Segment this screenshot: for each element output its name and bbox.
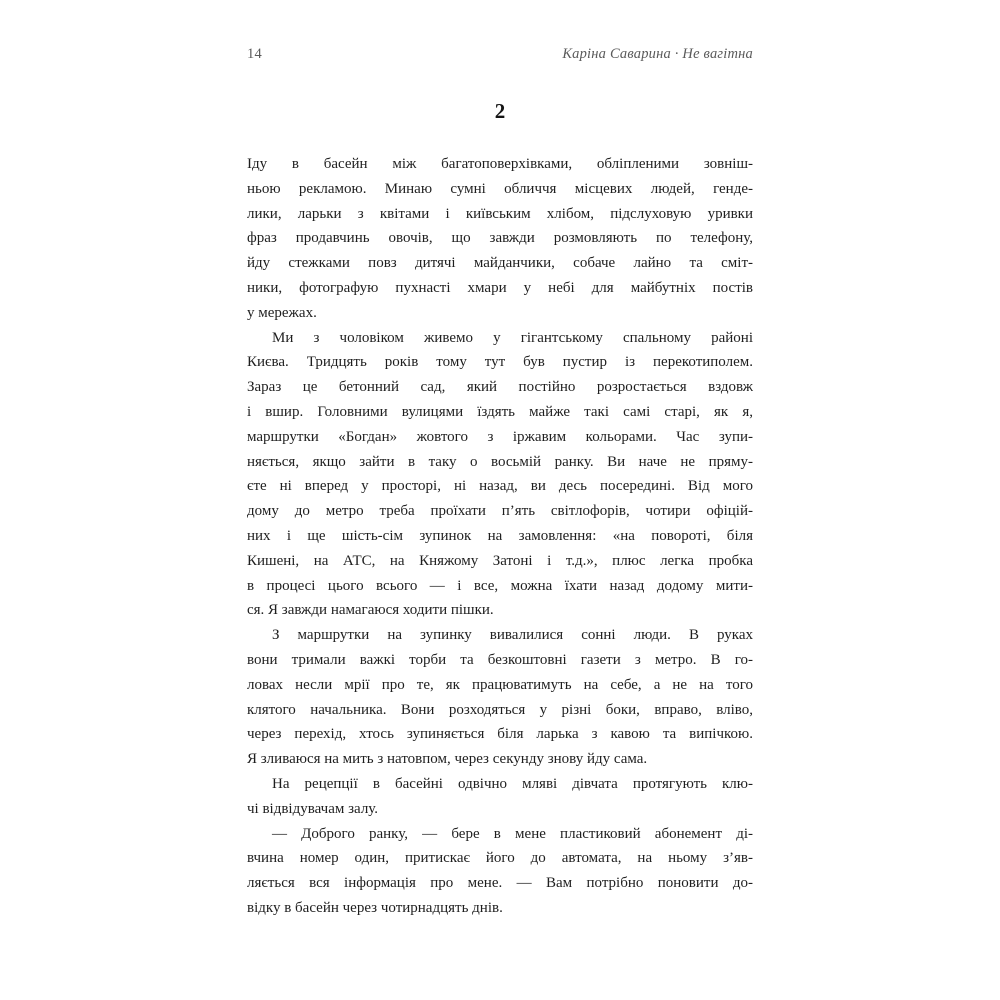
text-line: йду стежками повз дитячі майданчики, собаче лайно та сміт- bbox=[247, 255, 753, 272]
text-line: відку в басейн через чотирнадцять днів. bbox=[247, 899, 503, 916]
paragraph bbox=[247, 326, 753, 624]
text-line: у мережах. bbox=[247, 304, 317, 321]
text-line: Зараз це бетонний сад, який постійно розростається вздовж bbox=[247, 379, 753, 396]
text-line: ляється вся інформація про мене. — Вам потрібно поновити до- bbox=[247, 875, 753, 892]
text-line: в процесі цього всього — і все, можна їхати назад додому мити- bbox=[247, 577, 753, 594]
paragraph bbox=[247, 623, 753, 772]
chapter-number: 2 bbox=[494, 99, 506, 123]
body-text bbox=[247, 152, 753, 921]
text-line: ся. Я завжди намагаюся ходити пішки. bbox=[247, 602, 494, 619]
text-line: няється, якщо зайти в таку о восьмій ранку. Ви наче не пряму- bbox=[247, 453, 753, 470]
text-line: Кишені, на АТС, на Княжому Затоні і т.д.», плюс легка пробка bbox=[247, 552, 753, 569]
text-line: На рецепції в басейні одвічно мляві дівчата протягують клю- bbox=[272, 775, 753, 792]
page-number: 14 bbox=[247, 46, 262, 62]
text-line: ньою рекламою. Минаю сумні обличчя місцевих людей, генде- bbox=[247, 180, 753, 197]
text-line: Я зливаюся на мить з натовпом, через секунду знову йду сама. bbox=[247, 751, 648, 768]
text-line: чі відвідувачам залу. bbox=[247, 800, 379, 817]
text-line: — Доброго ранку, — бере в мене пластиковий абонемент ді- bbox=[272, 825, 753, 842]
text-line: них і ще шість-сім зупинок на замовлення: «на повороті, біля bbox=[247, 527, 753, 544]
text-line: єте ні вперед у просторі, ні назад, ви десь посередині. Від мого bbox=[247, 478, 753, 495]
text-line: фраз продавчинь овочів, що завжди розмовляють по телефону, bbox=[247, 230, 753, 247]
text-line: через перехід, хтось зупиняється біля ларька з кавою та випічкою. bbox=[247, 726, 753, 743]
paragraph bbox=[247, 152, 753, 326]
paragraph bbox=[247, 822, 753, 921]
text-line: Ми з чоловіком живемо у гігантському спальному районі bbox=[272, 329, 753, 346]
text-line: ники, фотографую пухнасті хмари у небі для майбутніх постів bbox=[247, 279, 753, 296]
text-line: маршрутки «Богдан» жовтого з іржавим кольорами. Час зупи- bbox=[247, 428, 753, 445]
text-line: клятого начальника. Вони розходяться у різні боки, вправо, вліво, bbox=[247, 701, 753, 718]
page-header bbox=[247, 46, 753, 63]
text-line: Іду в басейн між багатоповерхівками, обліпленими зовніш- bbox=[247, 156, 753, 172]
text-line: З маршрутки на зупинку вивалилися сонні люди. В руках bbox=[272, 627, 753, 644]
text-line: лики, ларьки з квітами і київським хлібом, підслуховую уривки bbox=[247, 205, 753, 222]
text-line: дому до метро треба проїхати п’ять світлофорів, чотири офіцій- bbox=[247, 503, 753, 520]
text-line: вчина номер один, притискає його до автомата, на ньому з’яв- bbox=[247, 850, 753, 867]
text-line: Києва. Тридцять років тому тут був пустир із перекотиполем. bbox=[247, 354, 753, 371]
text-line: ловах несли мрії про те, як працюватимуть на себе, а не на того bbox=[247, 676, 753, 693]
paragraph bbox=[247, 772, 753, 822]
book-page bbox=[247, 0, 753, 921]
text-line: і вшир. Головними вулицями їздять майже такі самі старі, як я, bbox=[247, 403, 753, 420]
text-line: вони тримали важкі торби та безкоштовні газети з метро. В го- bbox=[247, 651, 753, 668]
running-head: Каріна Саварина · Не вагітна bbox=[562, 46, 753, 62]
